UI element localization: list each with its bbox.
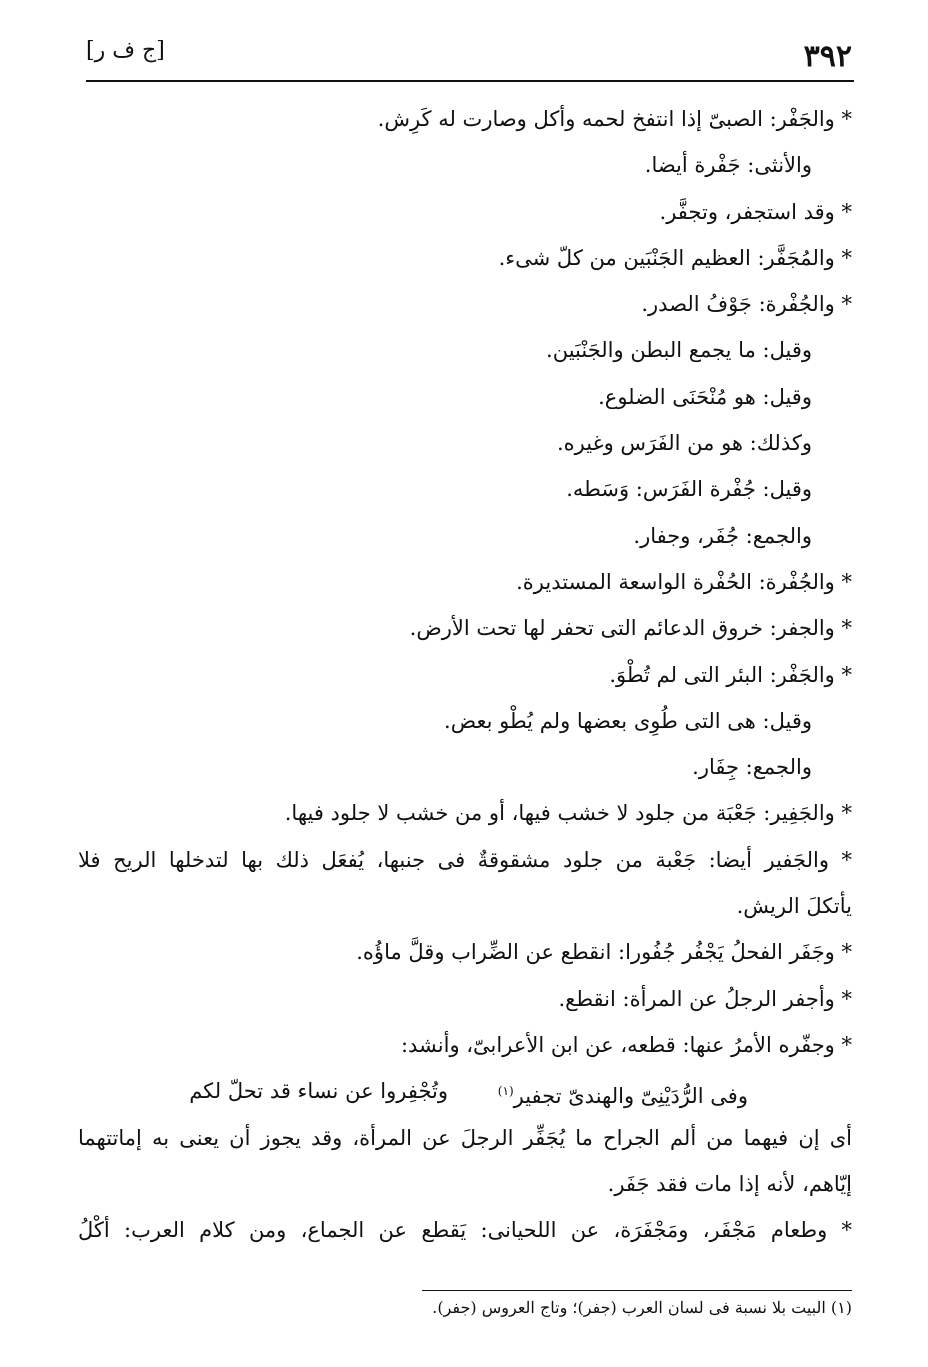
- text-line: وقيل: هو مُنْحَنَى الضلوع.: [598, 384, 812, 409]
- footnote-marker: (١): [497, 1084, 514, 1099]
- footnote-rule: [422, 1290, 852, 1291]
- text-line: إيّاهم، لأنه إذا مات فقد جَفَر.: [607, 1171, 852, 1196]
- text-line: * وأجفر الرجلُ عن المرأة: انقطع.: [558, 986, 852, 1011]
- text-line: * والجُفْرة: جَوْفُ الصدر.: [641, 292, 852, 317]
- text-line: * والجَفْر: الصبىّ إذا انتفخ لحمه وأكل وصارت له كَرِش.: [377, 107, 852, 131]
- text-line: والأنثى: جَفْرة أيضا.: [644, 153, 812, 178]
- body-text: [78, 96, 852, 1253]
- text-line: * والجَفِير: جَعْبَة من جلود لا خشب فيها، أو من خشب لا جلود فيها.: [284, 801, 852, 826]
- text-line: * والجَفير أيضا: جَعْبة من جلود مشقوقةٌ فى جنبها، يُفعَل ذلك بها لتدخلها الريح فلا: [78, 847, 852, 872]
- verse-second-hemistich: وفى الرُّدَيْنِىّ والهندىّ تجفير$^{(١)}$: [497, 1084, 748, 1109]
- header-rule: [86, 80, 854, 82]
- text-line: والجمع: جُفَر، وجفار.: [633, 523, 812, 548]
- text-line: وكذلك: هو من الفَرَس وغيره.: [557, 431, 812, 456]
- text-line: * والجَفْر: البئر التى لم تُطْوَ.: [609, 662, 852, 687]
- text-line: * وجَفَر الفحلُ يَجْفُر جُفُورا: انقطع عن الضِّراب وقلَّ ماؤُه.: [356, 940, 852, 965]
- text-line: أى إن فيهما من ألم الجراح ما يُجَفِّر الرجلَ عن المرأة، وقد يجوز أن يعنى به إماتتهما: [78, 1125, 852, 1150]
- text-line: * والمُجَفَّر: العظيم الجَنْبَين من كلّ شىء.: [498, 245, 852, 270]
- text-line: * وقد استجفر، وتجفَّر.: [659, 199, 852, 224]
- running-head: [ج ف ر]: [86, 38, 165, 63]
- text-line: * والجُفْرة: الحُفْرة الواسعة المستديرة.: [516, 569, 852, 594]
- footnote: (١) البيت بلا نسبة فى لسان العرب (جفر)؛ وتاج العروس (جفر).: [432, 1298, 852, 1317]
- text-line: وقيل: هى التى طُوِى بعضها ولم يُطْو بعض.: [444, 708, 812, 733]
- text-line: وقيل: ما يجمع البطن والجَنْبَين.: [546, 338, 812, 363]
- text-line: والجمع: جِفَار.: [692, 755, 812, 780]
- text-line: وقيل: جُفْرة الفَرَس: وَسَطه.: [566, 477, 812, 502]
- text-line: يأتكلَ الريش.: [736, 894, 852, 919]
- text-line: * والجفر: خروق الدعائم التى تحفر لها تحت الأرض.: [409, 616, 852, 641]
- text-line: * وجفّره الأمرُ عنها: قطعه، عن ابن الأعرابىّ، وأنشد:: [400, 1032, 852, 1057]
- text-line: * وطعام مَجْفَر، ومَجْفَرَة، عن اللحيانى: يَقطع عن الجماع، ومن كلام العرب: أكْلُ: [78, 1218, 852, 1243]
- verse-first-hemistich: وتُجْفِروا عن نساء قد تحلّ لكم: [189, 1079, 448, 1104]
- verse-line: [78, 1068, 852, 1114]
- page-number: ٣٩٢: [803, 39, 852, 74]
